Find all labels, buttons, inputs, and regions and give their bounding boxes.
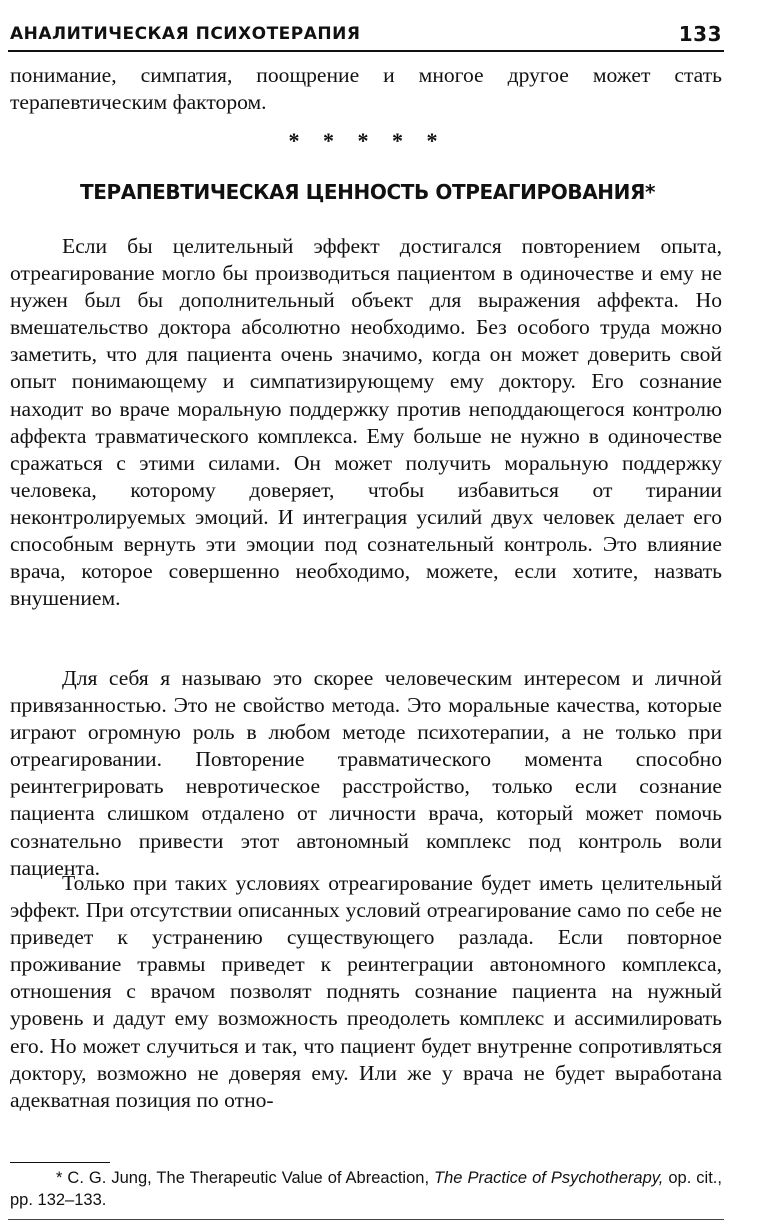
- paragraph-3: Только при таких условиях отреагирование будет иметь целительный эффект. При отсутствии описанных условий отреагирование само по себе не приведет к устранению существующего разлада. Если повторное проживание травмы приведет к реинтеграции автономного комплекса, отношения с врачом позволят поднять сознание пациента на нужный уровень и дадут ему возможность преодолеть комплекс и ассимилировать его. Но может случиться и так, что пациент будет внутренне сопротивляться доктору, возможно не доверяя ему. Или же у врача не будет выработана адекватная позиция по отно-: [10, 871, 722, 1112]
- footnote-tail: op. cit., pp. 132–133.: [10, 1169, 722, 1209]
- bottom-rule: [8, 1219, 724, 1220]
- running-head-title: АНАЛИТИЧЕСКАЯ ПСИХОТЕРАПИЯ: [10, 24, 361, 44]
- footnote-rule: [10, 1162, 110, 1163]
- running-head: [10, 22, 722, 48]
- continuation-paragraph: понимание, симпатия, поощрение и многое другое может стать терапевтическим фактором.: [10, 63, 722, 115]
- section-heading: ТЕРАПЕВТИЧЕСКАЯ ЦЕННОСТЬ ОТРЕАГИРОВАНИЯ*: [79, 180, 656, 204]
- footnote: [10, 1167, 722, 1211]
- footnote-lead: * C. G. Jung, The Therapeutic Value of Abreaction,: [56, 1169, 435, 1187]
- section-separator: * * * * *: [288, 128, 447, 153]
- paragraph-2: Для себя я называю это скорее человеческим интересом и личной привязанностью. Это не свойство метода. Это моральные качества, которые играют огромную роль в любом методе психотерапии, а не только при отреагировании. Повторение травматического момента способно реинтегрировать невротическое расстройство, только если сознание пациента слишком отдалено от личности врача, который может помочь сознательно привести этот автономный комплекс под контроль воли пациента.: [10, 666, 722, 880]
- header-rule: [8, 50, 724, 52]
- footnote-book-title: The Practice of Psychotherapy,: [434, 1169, 664, 1187]
- page-number: 133: [678, 22, 722, 46]
- paragraph-1: Если бы целительный эффект достигался повторением опыта, отреагирование могло бы производиться пациентом в одиночестве и ему не нужен был бы дополнительный объект для выражения аффекта. Но вмешательство доктора абсолютно необходимо. Без особого труда можно заметить, что для пациента очень значимо, когда он может доверить свой опыт понимающему и симпатизирующему ему доктору. Его сознание находит во враче моральную поддержку против неподдающегося контролю аффекта травматического комплекса. Ему больше не нужно в одиночестве сражаться с этими силами. Он может получить моральную поддержку человека, которому доверяет, чтобы избавиться от тирании неконтролируемых эмоций. И интеграция усилий двух человек делает его способным вернуть эти эмоции под сознательный контроль. Это влияние врача, которое совершенно необходимо, можете, если хотите, назвать внушением.: [10, 234, 722, 611]
